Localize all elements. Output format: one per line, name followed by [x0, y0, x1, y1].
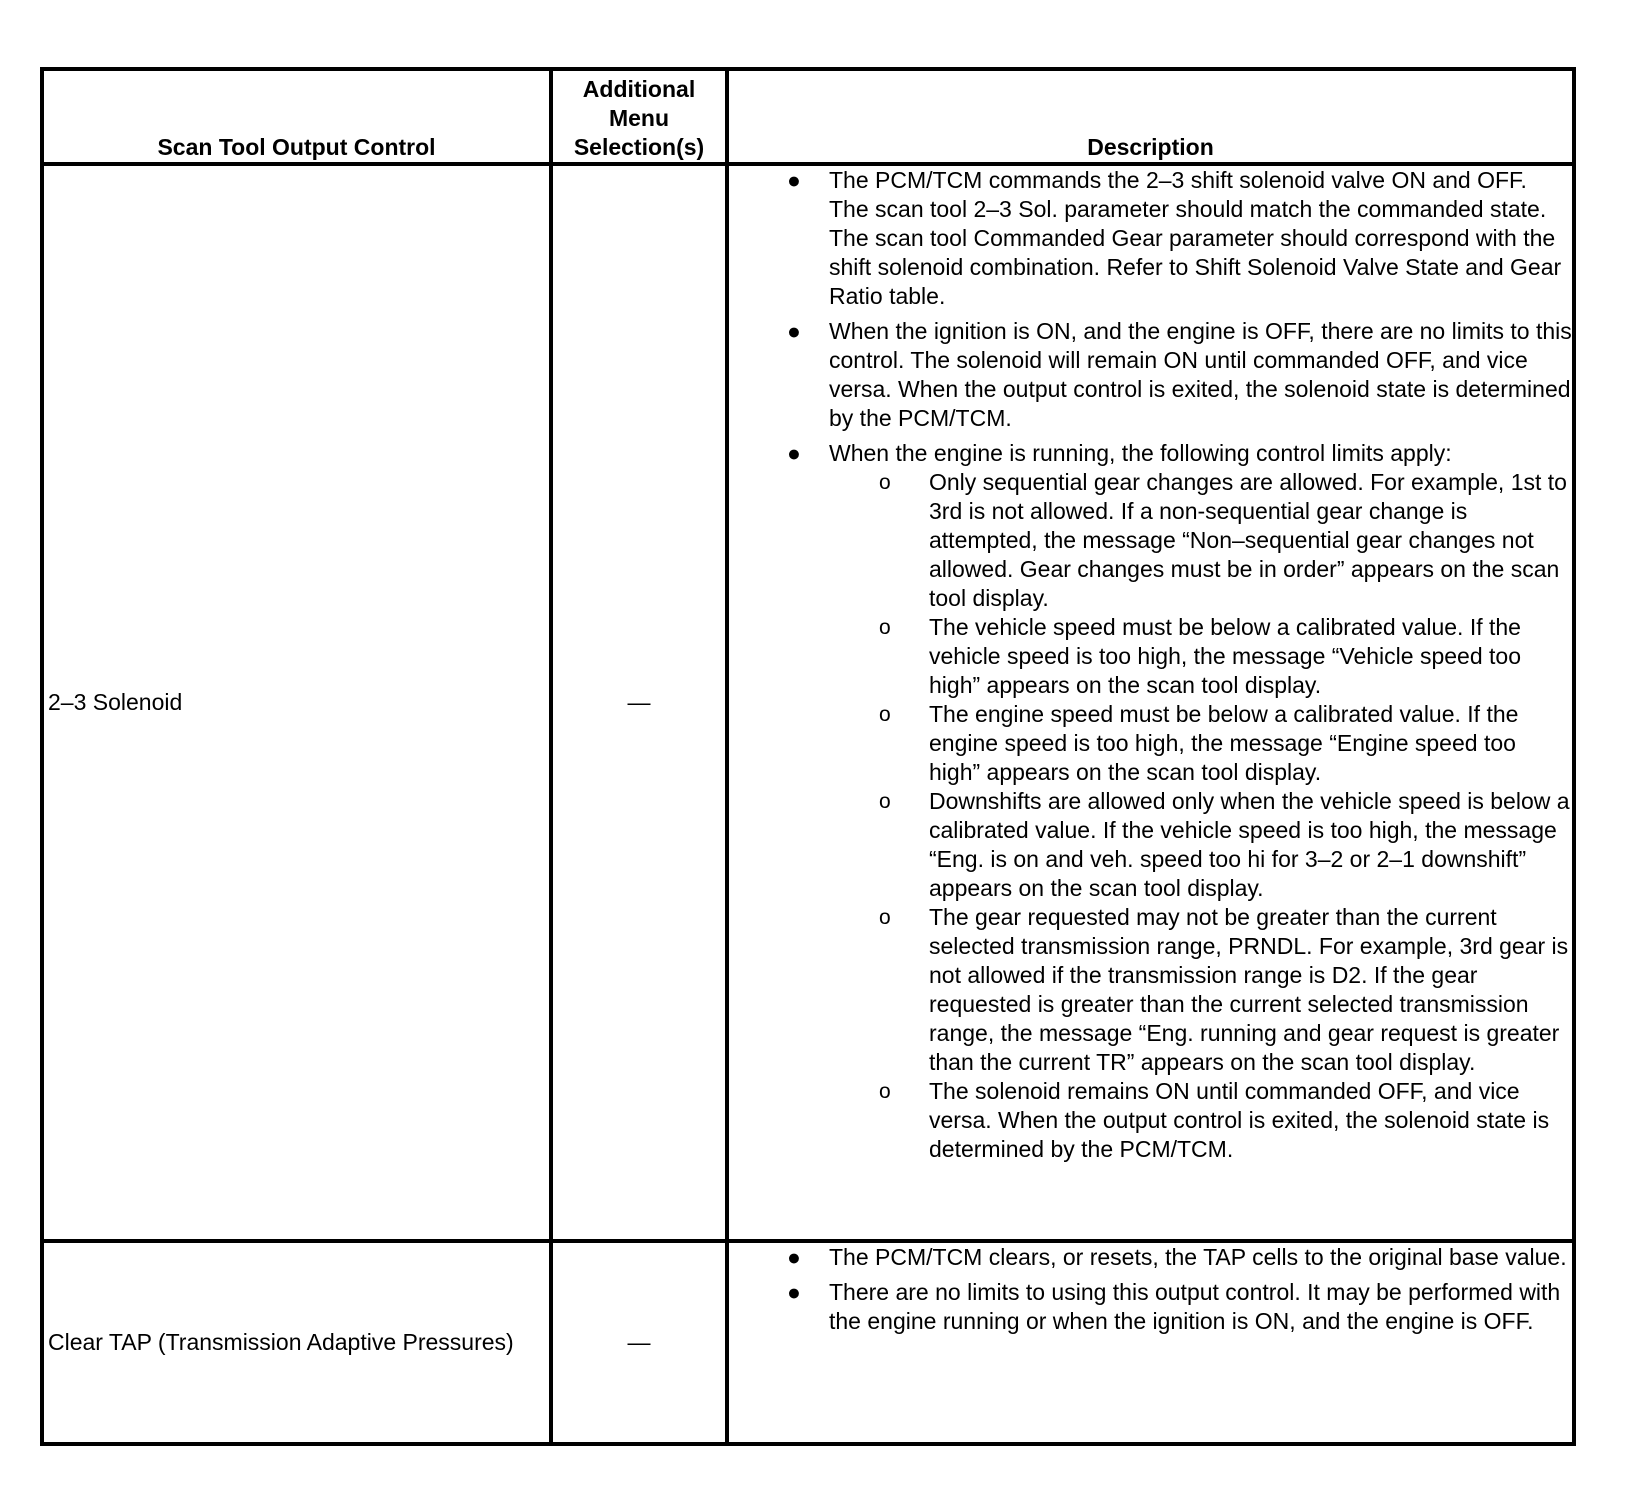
- sub-bullet-icon: o: [879, 703, 891, 726]
- header-scan-tool-output-control: Scan Tool Output Control: [42, 69, 551, 164]
- sub-list-item: [829, 1077, 1572, 1164]
- bullet-text: There are no limits to using this output control. It may be performed with the engine running or when the ignition is ON, and the engine is OFF.: [829, 1279, 1561, 1334]
- sub-list-item: [829, 700, 1572, 787]
- sub-bullet-text: Downshifts are allowed only when the vehicle speed is below a calibrated value. If the vehicle speed is too high, the message “Eng. is on and veh. speed too hi for 3–2 or 2–1 downshift” appears on the scan tool display.: [929, 788, 1570, 901]
- bullet-list: [729, 166, 1572, 1164]
- row-menu: —: [551, 164, 727, 1241]
- sub-bullet-list: [829, 468, 1572, 1164]
- bullet-icon: ●: [787, 1244, 801, 1270]
- list-item: [729, 1278, 1572, 1336]
- table-row: [42, 164, 1574, 1241]
- sub-bullet-icon: o: [879, 616, 891, 639]
- sub-bullet-icon: o: [879, 471, 891, 494]
- sub-bullet-text: The engine speed must be below a calibrated value. If the engine speed is too high, the message “Engine speed too high” appears on the scan tool display.: [929, 701, 1519, 785]
- bullet-text: When the ignition is ON, and the engine is OFF, there are no limits to this control. The solenoid will remain ON until commanded OFF, and vice versa. When the output control is exited, the solenoid state is determined by the PCM/TCM.: [829, 318, 1572, 431]
- sub-bullet-text: The solenoid remains ON until commanded OFF, and vice versa. When the output control is exited, the solenoid state is determined by the PCM/TCM.: [929, 1078, 1550, 1162]
- sub-bullet-text: Only sequential gear changes are allowed. For example, 1st to 3rd is not allowed. If a non-sequential gear change is attempted, the message “Non–sequential gear changes not allowed. Gear changes must be in order” appears on the scan tool display.: [929, 469, 1567, 611]
- sub-bullet-text: The vehicle speed must be below a calibrated value. If the vehicle speed is too high, the message “Vehicle speed too high” appears on the scan tool display.: [929, 614, 1521, 698]
- table-row: [42, 1241, 1574, 1444]
- list-item: [729, 1243, 1572, 1272]
- header-description: Description: [727, 69, 1574, 164]
- bullet-icon: ●: [787, 318, 801, 344]
- sub-list-item: [829, 468, 1572, 613]
- row-description: [727, 1241, 1574, 1444]
- bullet-list: [729, 1243, 1572, 1336]
- sub-list-item: [829, 903, 1572, 1077]
- bullet-icon: ●: [787, 167, 801, 193]
- bullet-icon: ●: [787, 1279, 801, 1305]
- sub-bullet-text: The gear requested may not be greater than the current selected transmission range, PRNDL. For example, 3rd gear is not allowed if the transmission range is D2. If the gear requested is greater than the current selected transmission range, the message “Eng. running and gear request is greater than the current TR” appears on the scan tool display.: [929, 904, 1569, 1075]
- sub-list-item: [829, 613, 1572, 700]
- sub-list-item: [829, 787, 1572, 903]
- bullet-text: The PCM/TCM clears, or resets, the TAP cells to the original base value.: [829, 1244, 1567, 1270]
- bullet-text: When the engine is running, the following control limits apply:: [829, 440, 1452, 466]
- row-description: [727, 164, 1574, 1241]
- header-additional-menu-selections: Additional Menu Selection(s): [551, 69, 727, 164]
- list-item: [729, 166, 1572, 311]
- output-control-table: [40, 67, 1576, 1446]
- sub-bullet-icon: o: [879, 1080, 891, 1103]
- bullet-icon: ●: [787, 440, 801, 466]
- sub-bullet-icon: o: [879, 906, 891, 929]
- table-header-row: [42, 69, 1574, 164]
- list-item: [729, 317, 1572, 433]
- row-name: Clear TAP (Transmission Adaptive Pressures): [42, 1241, 551, 1444]
- row-name: 2–3 Solenoid: [42, 164, 551, 1241]
- list-item: [729, 439, 1572, 1164]
- bullet-text: The PCM/TCM commands the 2–3 shift solenoid valve ON and OFF. The scan tool 2–3 Sol. parameter should match the commanded state. The scan tool Commanded Gear parameter should correspond with the shift solenoid combination. Refer to Shift Solenoid Valve State and Gear Ratio table.: [829, 167, 1562, 309]
- row-menu: —: [551, 1241, 727, 1444]
- sub-bullet-icon: o: [879, 790, 891, 813]
